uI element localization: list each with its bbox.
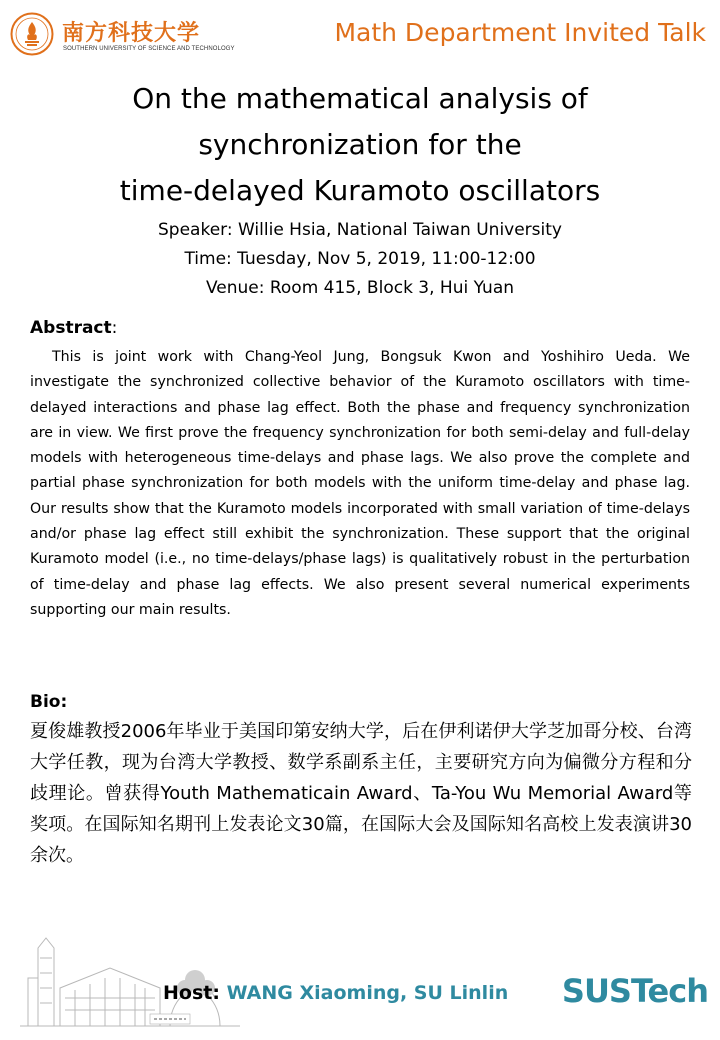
host-names: WANG Xiaoming, SU Linlin xyxy=(226,982,509,1004)
abstract-colon: : xyxy=(111,318,118,338)
bio-text: 夏俊雄教授2006年毕业于美国印第安纳大学，后在伊利诺伊大学芝加哥分校、台湾大学任教，现为台湾大学教授、数学系副系主任，主要研究方向为偏微分方程和分歧理论。曾获得Youth Mathematicain Award、Ta-You Wu Memorial Award等奖项。在国际知名期刊上发表论文30篇，在国际大会及国际知名高校上发表演讲30余次。 xyxy=(30,721,692,866)
abstract-label: Abstract xyxy=(30,318,112,338)
host-label: Host: xyxy=(163,982,220,1004)
talk-title-line: On the mathematical analysis of xyxy=(132,82,588,115)
talk-title-line: time-delayed Kuramoto oscillators xyxy=(119,174,601,207)
time-line: Time: Tuesday, Nov 5, 2019, 11:00-12:00 xyxy=(184,249,536,269)
header xyxy=(10,10,710,66)
speaker-line: Speaker: Willie Hsia, National Taiwan University xyxy=(158,220,562,240)
venue-line: Venue: Room 415, Block 3, Hui Yuan xyxy=(205,278,515,298)
talk-title xyxy=(0,76,720,214)
host-line xyxy=(163,982,508,1004)
university-name-en: SOUTHERN UNIVERSITY OF SCIENCE AND TECHNOLOGY xyxy=(63,46,235,52)
bio-heading: Bio: xyxy=(30,692,68,712)
bio-section xyxy=(30,690,692,871)
sustech-logo: SUSTech xyxy=(561,972,708,1010)
abstract-section xyxy=(30,316,690,623)
talk-title-line: synchronization for the xyxy=(198,128,522,161)
university-name-cn: 南方科技大学 xyxy=(62,20,201,46)
abstract-heading xyxy=(30,316,690,340)
university-logo xyxy=(10,10,235,60)
campus-sketch-illustration xyxy=(20,918,240,1030)
header-title: Math Department Invited Talk xyxy=(334,18,706,47)
abstract-text: This is joint work with Chang-Yeol Jung, Bongsuk Kwon and Yoshihiro Ueda. We investigate the synchronized collective behavior of the Kuramoto oscillators with time-delayed interactions and phase lag effect. Both the phase and frequency synchronization are in view. We first prove the frequency synchronization for both semi-delay and full-delay models with heterogeneous time-delays and phase lags. We also prove the complete and partial phase synchronization for both models with the uniform time-delay and phase lag. Our results show that the Kuramoto models incorporated with small variation of time-delays and/or phase lag effect still exhibit the synchronization. These support that the original Kuramoto model (i.e., no time-delays/phase lags) is qualitatively robust in the perturbation of time-delay and phase lag effects. We also present several numerical experiments supporting our main results. xyxy=(30,349,690,618)
university-emblem-icon xyxy=(10,12,54,56)
talk-meta xyxy=(0,216,720,303)
